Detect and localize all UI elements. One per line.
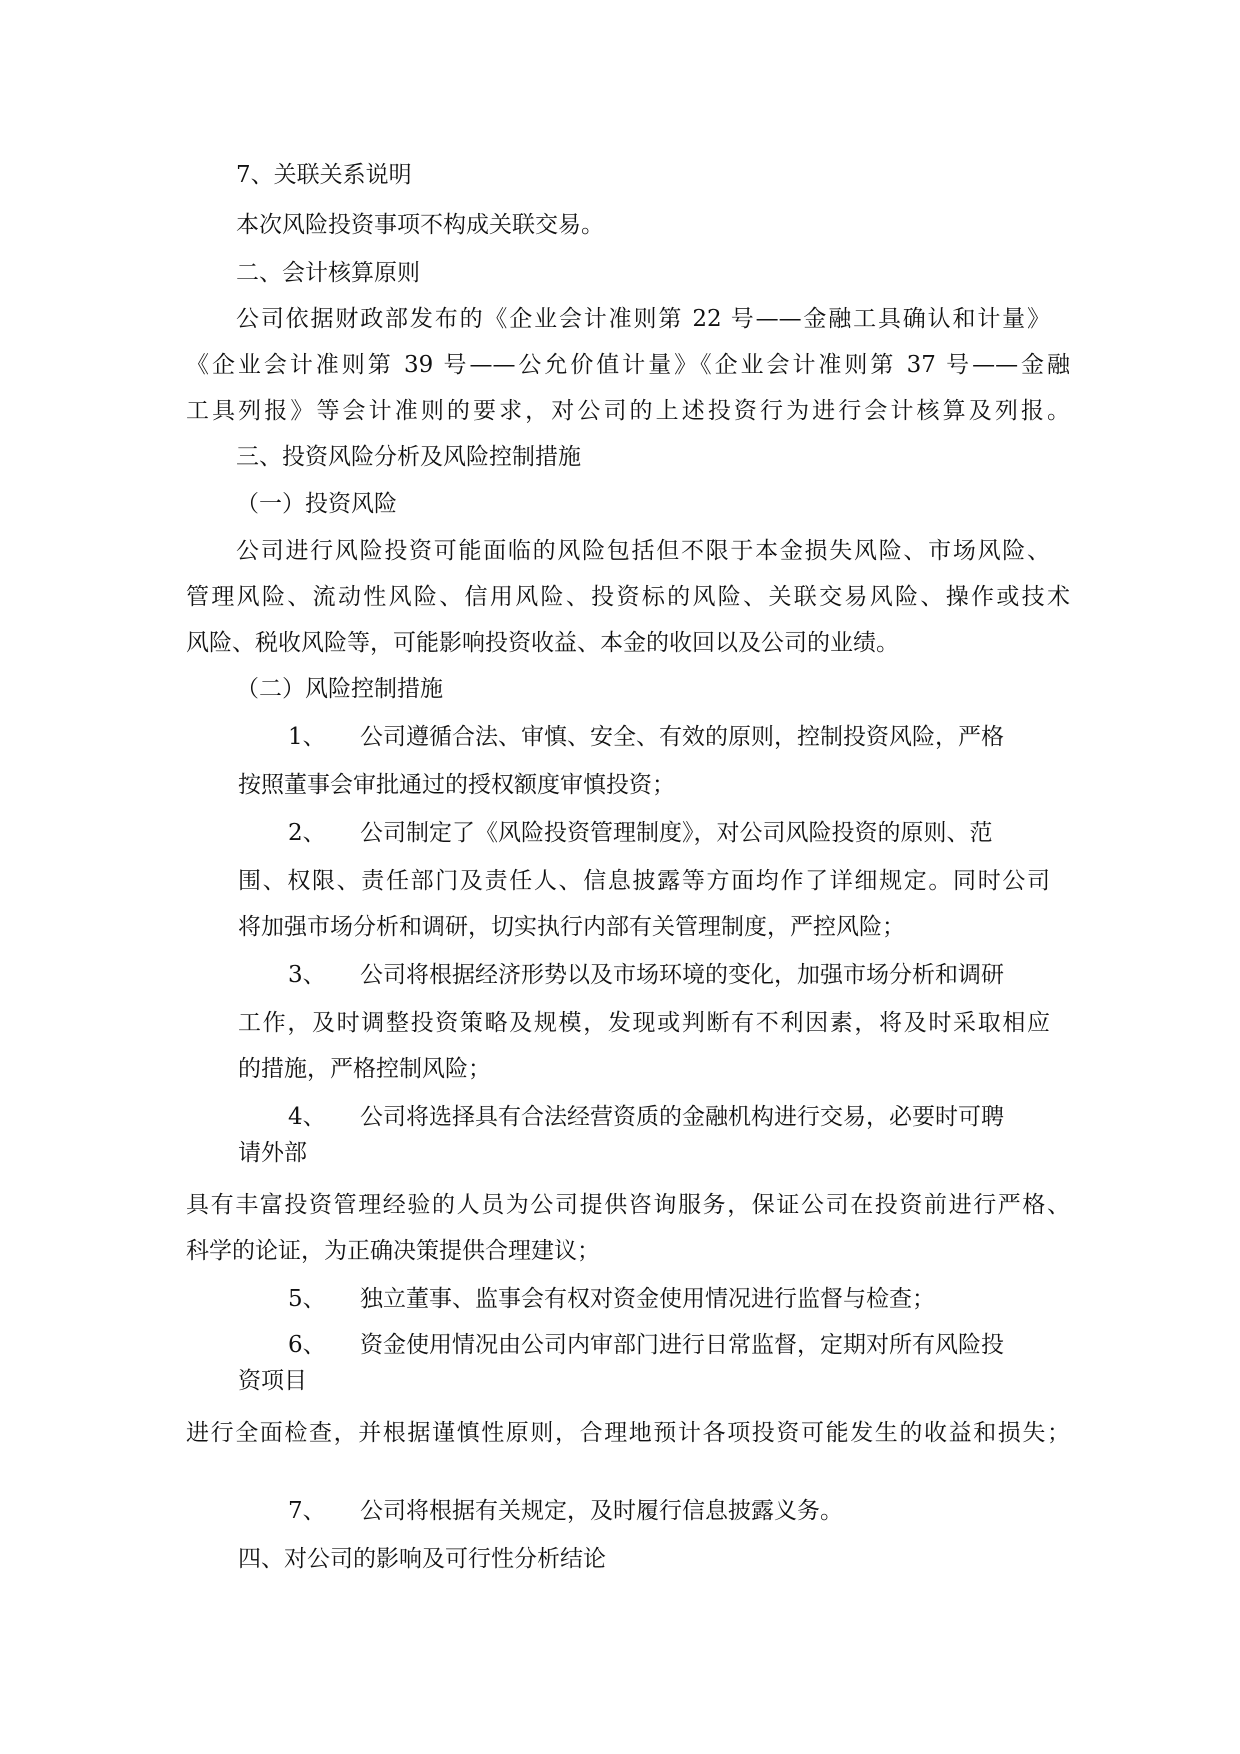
measure-text: 公司制定了《风险投资管理制度》，对公司风险投资的原则、范 xyxy=(360,820,993,846)
section-2-text-line: 公司依据财政部发布的《企业会计准则第 22 号——金融工具确认和计量》 xyxy=(236,306,1050,332)
measure-text: 公司将选择具有合法经营资质的金融机构进行交易，必要时可聘 xyxy=(360,1104,1004,1130)
measure-5 xyxy=(288,1284,935,1314)
measure-4-line: 请外部 xyxy=(238,1140,307,1166)
section-2-text-line: 工具列报》等会计准则的要求，对公司的上述投资行为进行会计核算及列报。 xyxy=(186,398,1070,424)
measure-1 xyxy=(288,722,1004,752)
measure-4-line: 具有丰富投资管理经验的人员为公司提供咨询服务，保证公司在投资前进行严格、 xyxy=(186,1192,1070,1218)
section-7-heading: 7、关联关系说明 xyxy=(236,162,412,188)
section-2-text-line: 《企业会计准则第 39 号——公允价值计量》《企业会计准则第 37 号——金融 xyxy=(186,352,1070,378)
section-2-heading: 二、会计核算原则 xyxy=(236,260,420,286)
measure-number: 1、 xyxy=(288,724,326,750)
section-3-sub1-text-line: 风险、税收风险等，可能影响投资收益、本金的收回以及公司的业绩。 xyxy=(186,630,899,656)
measure-text: 公司将根据经济形势以及市场环境的变化，加强市场分析和调研 xyxy=(360,962,1004,988)
measure-2-line: 将加强市场分析和调研，切实执行内部有关管理制度，严控风险； xyxy=(238,914,905,940)
measure-3 xyxy=(288,960,1004,990)
measure-number: 2、 xyxy=(288,820,326,846)
section-3-sub1-text-line: 管理风险、流动性风险、信用风险、投资标的风险、关联交易风险、操作或技术 xyxy=(186,584,1070,610)
measure-3-line: 的措施，严格控制风险； xyxy=(238,1056,491,1082)
measure-6-line: 进行全面检查，并根据谨慎性原则，合理地预计各项投资可能发生的收益和损失； xyxy=(186,1420,1070,1446)
measure-6 xyxy=(288,1330,1004,1360)
measure-number: 7、 xyxy=(288,1498,326,1524)
measure-text: 公司遵循合法、审慎、安全、有效的原则，控制投资风险，严格 xyxy=(360,724,1004,750)
measure-text: 公司将根据有关规定，及时履行信息披露义务。 xyxy=(360,1498,843,1524)
measure-number: 3、 xyxy=(288,962,326,988)
section-7-text: 本次风险投资事项不构成关联交易。 xyxy=(236,212,604,238)
measure-2 xyxy=(288,818,993,848)
measure-text: 资金使用情况由公司内审部门进行日常监督，定期对所有风险投 xyxy=(360,1332,1004,1358)
section-3-sub1-text-line: 公司进行风险投资可能面临的风险包括但不限于本金损失风险、市场风险、 xyxy=(236,538,1050,564)
measure-7 xyxy=(288,1496,843,1526)
measure-1-line: 按照董事会审批通过的授权额度审慎投资； xyxy=(238,772,675,798)
measure-number: 5、 xyxy=(288,1286,326,1312)
measure-4 xyxy=(288,1102,1004,1132)
measure-text: 独立董事、监事会有权对资金使用情况进行监督与检查； xyxy=(360,1286,935,1312)
section-3-heading: 三、投资风险分析及风险控制措施 xyxy=(236,444,581,470)
measure-4-line: 科学的论证，为正确决策提供合理建议； xyxy=(186,1238,600,1264)
section-4-heading: 四、对公司的影响及可行性分析结论 xyxy=(238,1546,606,1572)
measure-number: 4、 xyxy=(288,1104,326,1130)
measure-number: 6、 xyxy=(288,1332,326,1358)
measure-6-line: 资项目 xyxy=(238,1368,307,1394)
measure-2-line: 围、权限、责任部门及责任人、信息披露等方面均作了详细规定。同时公司 xyxy=(238,868,1050,894)
section-3-sub2-heading: （二）风险控制措施 xyxy=(236,676,443,702)
measure-3-line: 工作，及时调整投资策略及规模，发现或判断有不利因素，将及时采取相应 xyxy=(238,1010,1050,1036)
section-3-sub1-heading: （一）投资风险 xyxy=(236,491,397,517)
